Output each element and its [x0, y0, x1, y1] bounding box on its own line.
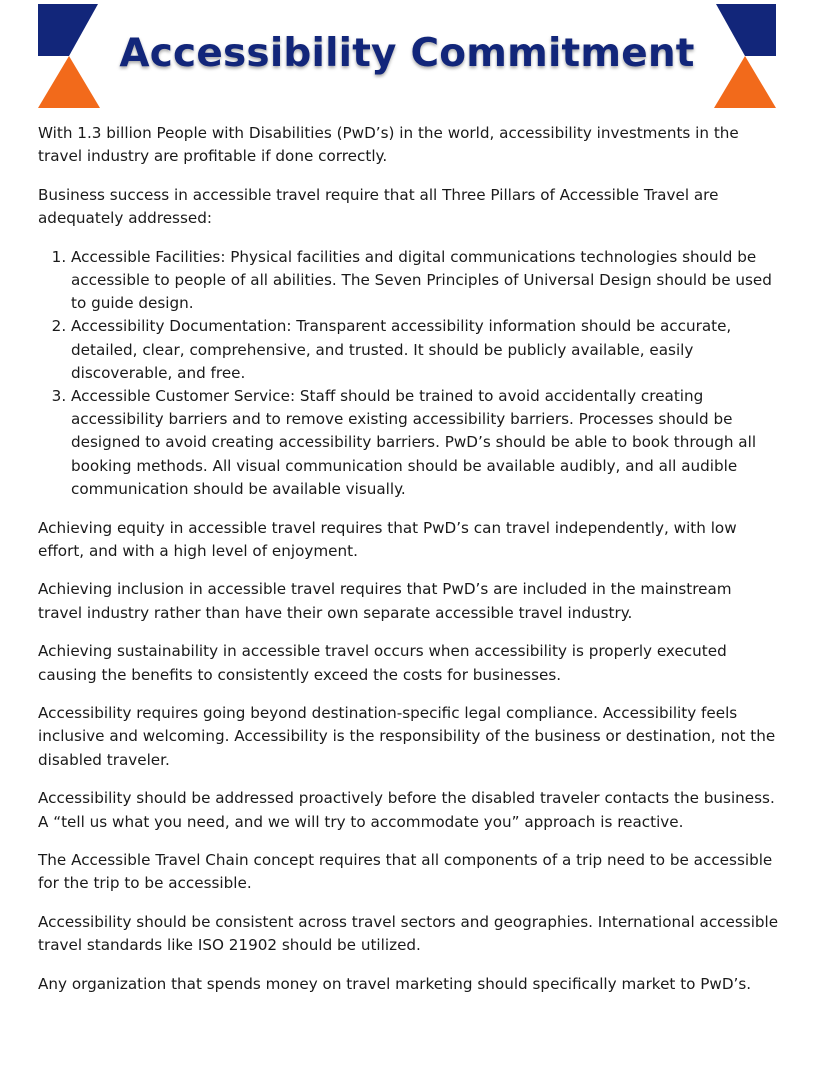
- left-orange-triangle: [38, 56, 100, 108]
- inclusion-paragraph: Achieving inclusion in accessible travel requires that PwD’s are included in the mainstream travel industry rather than have their own separate accessible travel industry.: [38, 580, 732, 622]
- right-navy-shape: [716, 4, 776, 56]
- three-pillars-list: [38, 246, 780, 501]
- pillars-intro-paragraph: Business success in accessible travel require that all Three Pillars of Accessible Travel are adequately addressed:: [38, 185, 719, 228]
- marketing-paragraph: Any organization that spends money on travel marketing should specifically market to PwD’s.: [38, 975, 752, 994]
- legal-compliance-paragraph: Accessibility requires going beyond destination-specific legal compliance. Accessibility feels inclusive and welcoming. Accessibility is the responsibility of the business or destination, not the disabled traveler.: [38, 704, 776, 769]
- header-banner: [0, 0, 814, 112]
- proactive-paragraph: Accessibility should be addressed proactively before the disabled traveler contacts the business. A “tell us what you need, and we will try to accommodate you” approach is reactive.: [38, 789, 775, 831]
- page-title: Accessibility Commitment: [119, 31, 695, 76]
- intro-paragraph: With 1.3 billion People with Disabilities (PwD’s) in the world, accessibility investments in the travel industry are profitable if done correctly.: [38, 124, 739, 166]
- standards-paragraph: Accessibility should be consistent across travel sectors and geographies. International accessible travel standards like ISO 21902 should be utilized.: [38, 913, 779, 955]
- pillar-item-facilities: 1. Accessible Facilities: Physical facilities and digital communications technologies should be accessible to people of all abilities. The Seven Principles of Universal Design should be used to guide design.: [71, 246, 780, 316]
- pillar-item-documentation: 2. Accessibility Documentation: Transparent accessibility information should be accurate, detailed, clear, comprehensive, and trusted. It should be publicly available, easily discoverable, and free.: [71, 315, 780, 385]
- document-body: [38, 122, 780, 1012]
- travel-chain-paragraph: The Accessible Travel Chain concept requires that all components of a trip need to be accessible for the trip to be accessible.: [38, 851, 773, 893]
- equity-paragraph: Achieving equity in accessible travel requires that PwD’s can travel independently, with low effort, and with a high level of enjoyment.: [38, 518, 737, 560]
- left-navy-shape: [38, 4, 98, 56]
- pillar-item-customer-service: 3. Accessible Customer Service: Staff should be trained to avoid accidentally creating accessibility barriers and to remove existing accessibility barriers. Processes should be designed to avoid creating accessibility barriers. PwD’s should be able to book through all booking methods. All visual communication should be available audibly, and all audible communication should be available visually.: [71, 385, 780, 501]
- left-corner-graphic: [38, 4, 100, 108]
- right-orange-triangle: [714, 56, 776, 108]
- right-corner-graphic: [714, 4, 776, 108]
- sustainability-paragraph: Achieving sustainability in accessible travel occurs when accessibility is properly executed causing the benefits to consistently exceed the costs for businesses.: [38, 642, 727, 684]
